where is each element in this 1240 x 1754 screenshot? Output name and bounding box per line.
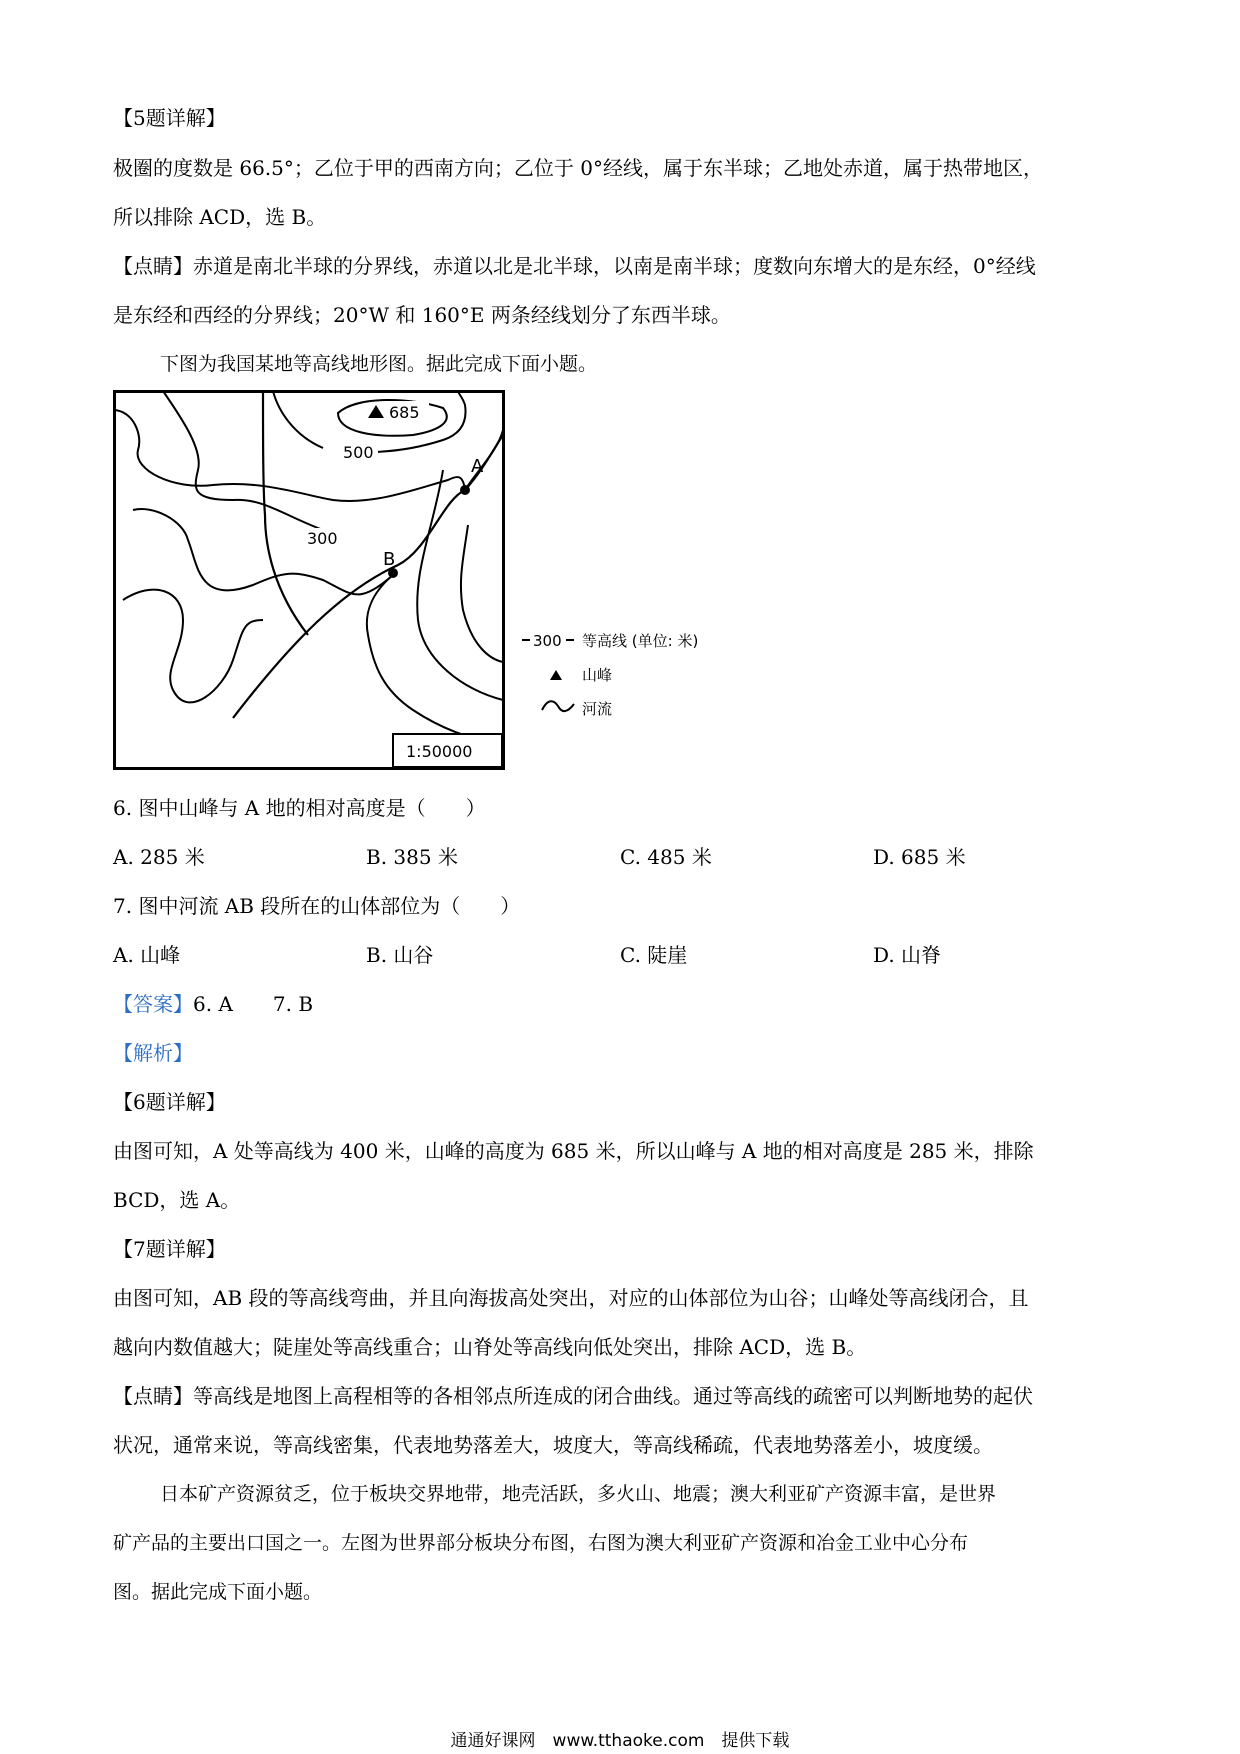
q7-tip-line1: 【点睛】等高线是地图上高程相等的各相邻点所连成的闭合曲线。通过等高线的疏密可以判断地势的起伏 <box>113 1384 1033 1408</box>
q6-detail-heading: 【6题详解】 <box>113 1090 226 1114</box>
q7-tip-line2: 状况，通常来说，等高线密集，代表地势落差大，坡度大，等高线稀疏，代表地势落差小，坡度缓。 <box>113 1433 993 1457</box>
q7-detail-line2: 越向内数值越大；陡崖处等高线重合；山脊处等高线向低处突出，排除 ACD，选 B。 <box>113 1335 867 1359</box>
point-b-label: B <box>383 549 396 570</box>
q5-detail-line2: 所以排除 ACD，选 B。 <box>113 205 327 229</box>
q6-detail-line2: BCD，选 A。 <box>113 1188 241 1212</box>
q6-option-a: A. 285 米 <box>113 845 205 869</box>
point-a-label: A <box>471 456 484 477</box>
q7-detail-line1: 由图可知，AB 段的等高线弯曲，并且向海拔高处突出，对应的山体部位为山谷；山峰处等高线闭合，且 <box>113 1286 1029 1310</box>
q5-tip-line2: 是东经和西经的分界线；20°W 和 160°E 两条经线划分了东西半球。 <box>113 303 731 327</box>
q6-option-b: B. 385 米 <box>366 845 458 869</box>
q5-detail-heading: 【5题详解】 <box>113 106 226 130</box>
map-scale: 1:50000 <box>406 742 473 761</box>
q7-option-a: A. 山峰 <box>113 943 181 967</box>
legend-river-text: 河流 <box>582 700 613 718</box>
point-a-marker <box>460 485 470 495</box>
answer-line <box>113 990 313 1018</box>
legend-contour-sample: 300 <box>533 632 562 650</box>
legend-peak-icon <box>550 670 562 680</box>
answer-text: 6. A 7. B <box>193 992 314 1016</box>
analysis-label: 【解析】 <box>113 1041 193 1065</box>
intro-6-7: 下图为我国某地等高线地形图。据此完成下面小题。 <box>160 353 598 375</box>
q6-option-c: C. 485 米 <box>620 845 712 869</box>
contour-map <box>113 390 505 770</box>
intro-next-line1: 日本矿产资源贫乏，位于板块交界地带，地壳活跃，多火山、地震；澳大利亚矿产资源丰富，是世界 <box>160 1483 997 1505</box>
q7-option-b: B. 山谷 <box>366 943 434 967</box>
legend-contour-text: 等高线 (单位: 米) <box>582 632 699 650</box>
contour-500-label: 500 <box>343 443 374 462</box>
contour-300-label: 300 <box>307 529 338 548</box>
q7-option-d: D. 山脊 <box>873 943 942 967</box>
q5-tip-line1: 【点睛】赤道是南北半球的分界线，赤道以北是北半球，以南是南半球；度数向东增大的是东经，0°经线 <box>113 254 1036 278</box>
legend-peak-text: 山峰 <box>582 666 613 684</box>
answer-label: 【答案】 <box>113 992 193 1016</box>
q7-option-c: C. 陡崖 <box>620 943 688 967</box>
intro-next-line2: 矿产品的主要出口国之一。左图为世界部分板块分布图，右图为澳大利亚矿产资源和冶金工业中心分布 <box>113 1532 969 1554</box>
q5-detail-line1: 极圈的度数是 66.5°；乙位于甲的西南方向；乙位于 0°经线，属于东半球；乙地处赤道，属于热带地区， <box>113 156 1043 180</box>
q6-option-d: D. 685 米 <box>873 845 966 869</box>
peak-elevation-label: 685 <box>389 403 420 422</box>
q6-stem: 6. 图中山峰与 A 地的相对高度是（ ） <box>113 796 486 820</box>
q6-detail-line1: 由图可知，A 处等高线为 400 米，山峰的高度为 685 米，所以山峰与 A 地的相对高度是 285 米，排除 <box>113 1139 1034 1163</box>
map-legend <box>520 628 740 728</box>
page-footer: 通通好课网 www.tthaoke.com 提供下载 <box>450 1731 790 1751</box>
q7-detail-heading: 【7题详解】 <box>113 1237 226 1261</box>
q7-stem: 7. 图中河流 AB 段所在的山体部位为（ ） <box>113 894 521 918</box>
legend-river-icon <box>542 701 574 711</box>
intro-next-line3: 图。据此完成下面小题。 <box>113 1581 323 1603</box>
